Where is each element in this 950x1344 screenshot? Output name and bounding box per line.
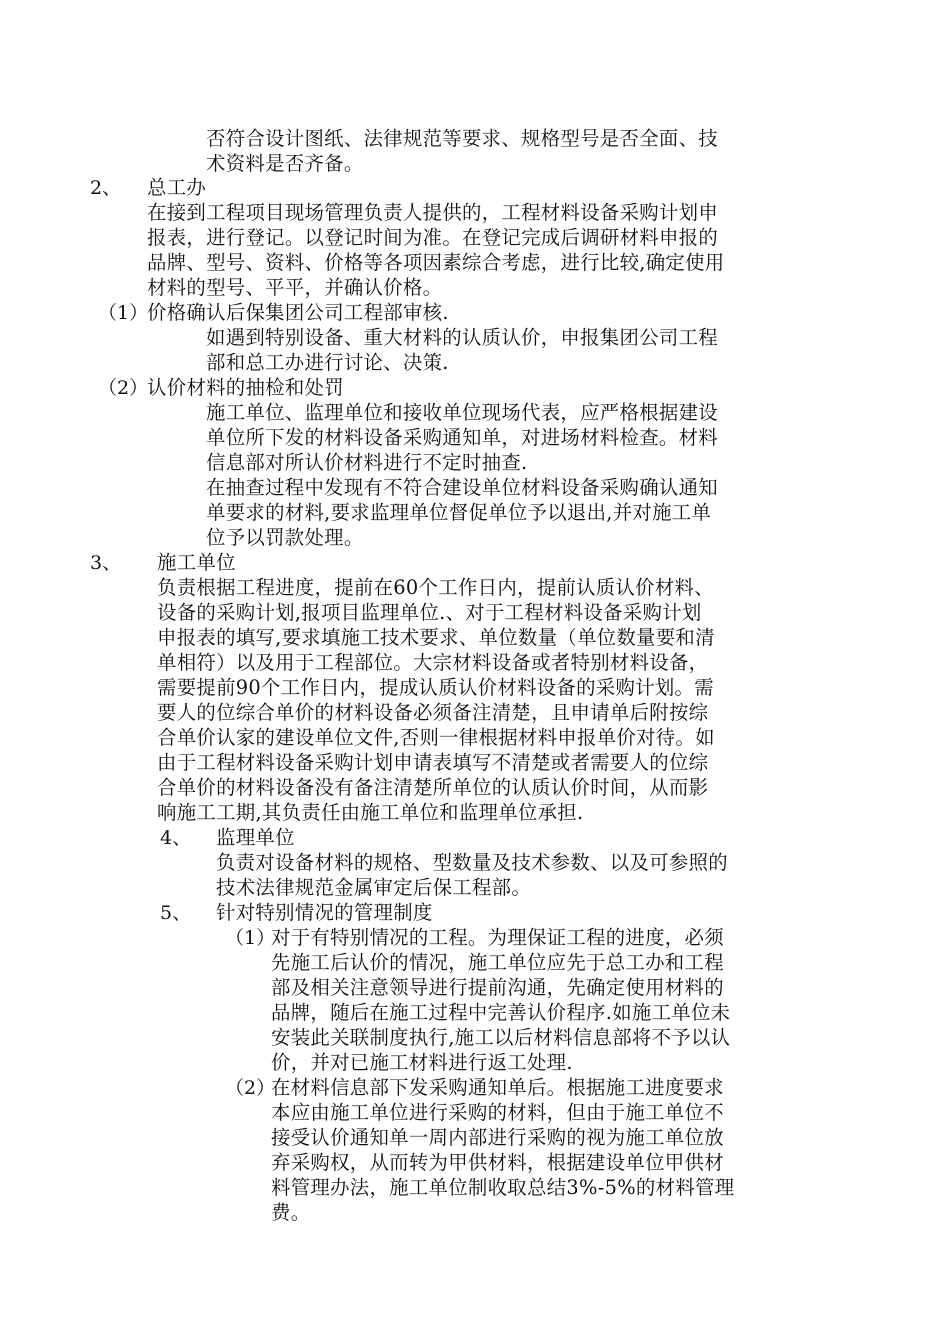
section-2-sub2-line: 施工单位、监理单位和接收单位现场代表，应严格根据建设 (206, 401, 718, 424)
section-2-number: 2、 (90, 177, 122, 199)
section-3-line: 需要提前90个工作日内，提成认质认价材料设备的采购计划。需 (157, 676, 714, 699)
intro-line: 术资料是否齐备。 (206, 152, 364, 175)
section-5-sub2-line: 费。 (271, 1201, 311, 1224)
section-3-line: 设备的采购计划,报项目监理单位.、对于工程材料设备采购计划 (157, 601, 702, 624)
section-5-sub1-number: （1） (225, 927, 276, 949)
section-2-sub2-line: 单要求的材料,要求监理单位督促单位予以退出,并对施工单 (206, 501, 712, 524)
section-5-number: 5、 (160, 902, 192, 924)
section-2-title: 总工办 (147, 176, 207, 199)
section-3-line: 负责根据工程进度，提前在60个工作日内，提前认质认价材料、 (157, 576, 714, 599)
section-2-sub2-title: 认价材料的抽检和处罚 (147, 376, 344, 399)
section-2-sub1-number: （1） (98, 302, 149, 324)
section-5-sub2-line: 料管理办法，施工单位制收取总结3%-5%的材料管理 (271, 1176, 735, 1199)
section-3-title: 施工单位 (157, 551, 236, 574)
section-5-title: 针对特别情况的管理制度 (216, 901, 433, 924)
section-2-sub2-number: （2） (98, 377, 149, 399)
section-5-sub1-line: 价，并对已施工材料进行返工处理. (271, 1051, 573, 1074)
section-3-line: 要人的位综合单价的材料设备必须备注清楚，且申请单后附按综 (157, 701, 709, 724)
section-4-line: 技术法律规范金属审定后保工程部。 (216, 876, 532, 899)
section-5-sub1-line: 先施工后认价的情况，施工单位应先于总工办和工程 (271, 951, 724, 974)
section-5-sub1-line: 安装此关联制度执行,施工以后材料信息部将不予以认 (271, 1026, 731, 1049)
section-2-line: 品牌、型号、资料、价格等各项因素综合考虑，进行比较,确定使用 (147, 251, 725, 274)
section-5-sub2-number: （2） (225, 1077, 276, 1099)
section-5-sub1-line: 部及相关注意领导进行提前沟通，先确定使用材料的 (271, 976, 724, 999)
section-2-sub2-line: 单位所下发的材料设备采购通知单，对进场材料检查。材料 (206, 426, 718, 449)
section-3-line: 申报表的填写,要求填施工技术要求、单位数量（单位数量要和清 (157, 626, 715, 649)
section-5-sub1-line: 对于有特别情况的工程。为理保证工程的进度，必须 (271, 926, 724, 949)
section-5-sub2-line: 弃采购权，从而转为甲供材料，根据建设单位甲供材 (271, 1151, 724, 1174)
section-2-sub2-line: 位予以罚款处理。 (206, 526, 364, 549)
section-3-number: 3、 (90, 552, 122, 574)
section-2-line: 材料的型号、平平，并确认价格。 (147, 276, 443, 299)
section-2-sub1-line: 如遇到特别设备、重大材料的认质认价，申报集团公司工程 (206, 326, 718, 349)
section-3-line: 合单价的材料设备没有备注清楚所单位的认质认价时间，从而影 (157, 776, 709, 799)
section-2-line: 在接到工程项目现场管理负责人提供的，工程材料设备采购计划申 (147, 201, 719, 224)
section-5-sub2-line: 接受认价通知单一周内部进行采购的视为施工单位放 (271, 1126, 724, 1149)
section-5-sub1-line: 品牌，随后在施工过程中完善认价程序.如施工单位未 (271, 1001, 731, 1024)
section-2-sub1-line: 部和总工办进行讨论、决策. (206, 351, 449, 374)
section-4-number: 4、 (160, 827, 192, 849)
section-5-sub2-line: 在材料信息部下发采购通知单后。根据施工进度要求 (271, 1076, 724, 1099)
section-3-line: 单相符）以及用于工程部位。大宗材料设备或者特别材料设备， (157, 651, 709, 674)
section-3-line: 由于工程材料设备采购计划申请表填写不清楚或者需要人的位综 (157, 751, 709, 774)
section-4-title: 监理单位 (216, 826, 295, 849)
section-4-line: 负责对设备材料的规格、型数量及技术参数、以及可参照的 (216, 851, 728, 874)
section-3-line: 合单价认家的建设单位文件,否则一律根据材料申报单价对待。如 (157, 726, 715, 749)
section-2-sub2-line: 信息部对所认价材料进行不定时抽查. (206, 451, 528, 474)
section-2-line: 报表，进行登记。以登记时间为准。在登记完成后调研材料申报的 (147, 226, 719, 249)
section-3-line: 响施工工期,其负责任由施工单位和监理单位承担. (157, 801, 584, 824)
section-2-sub2-line: 在抽查过程中发现有不符合建设单位材料设备采购确认通知 (206, 476, 718, 499)
section-5-sub2-line: 本应由施工单位进行采购的材料，但由于施工单位不 (271, 1101, 724, 1124)
intro-line: 否符合设计图纸、法律规范等要求、规格型号是否全面、技 (206, 127, 718, 150)
section-2-sub1-title: 价格确认后保集团公司工程部审核. (147, 301, 449, 324)
